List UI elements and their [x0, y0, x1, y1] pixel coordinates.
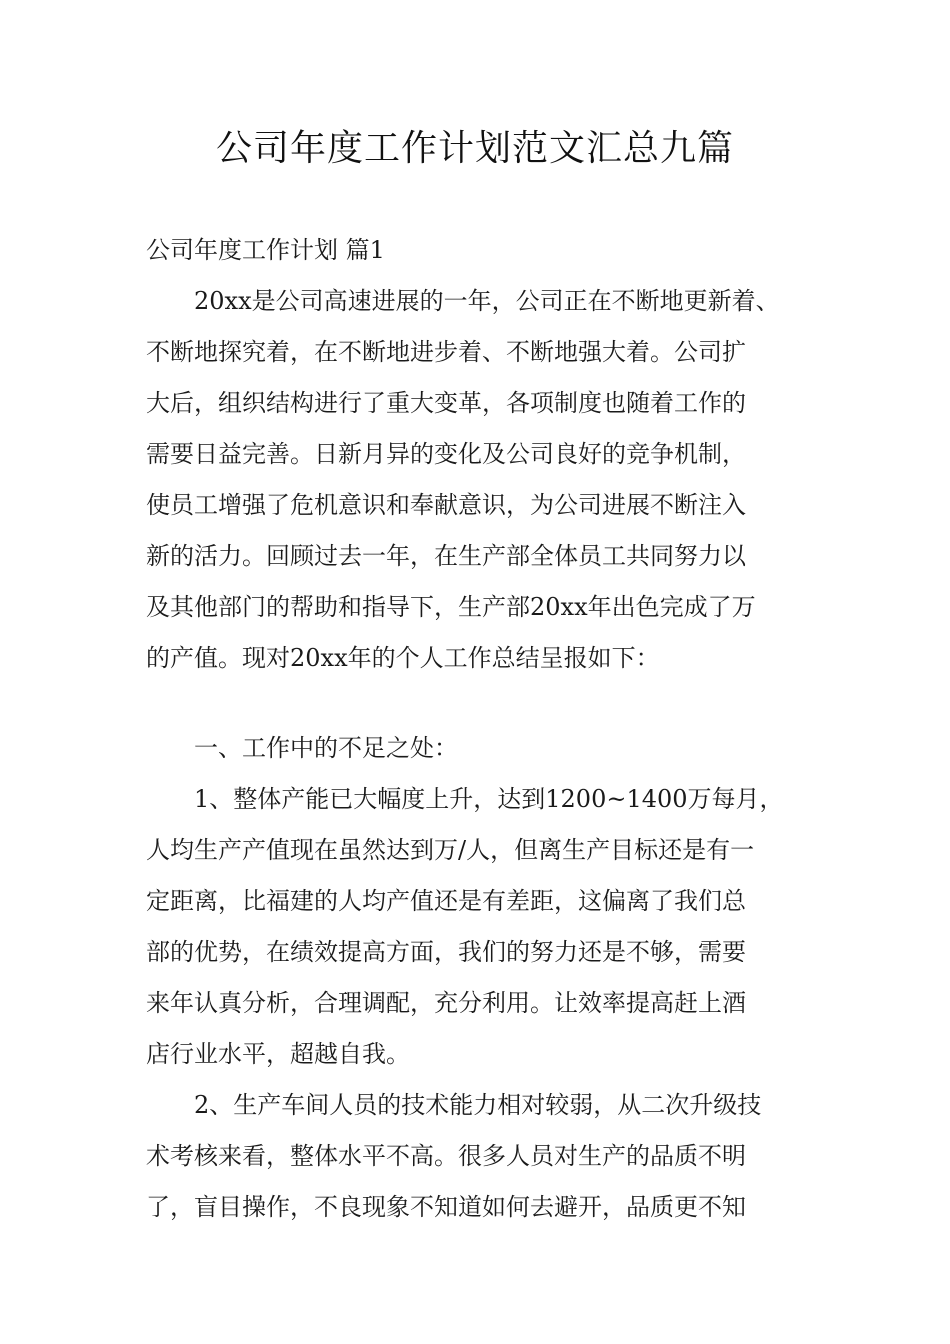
paragraph-line: 及其他部门的帮助和指导下，生产部20xx年出色完成了万: [146, 593, 756, 621]
paragraph-line: 不断地探究着，在不断地进步着、不断地强大着。公司扩: [146, 338, 746, 366]
item-one-line: 来年认真分析，合理调配，充分利用。让效率提高赶上酒: [146, 989, 746, 1017]
paragraph-line: 20xx是公司高速进展的一年，公司正在不断地更新着、: [194, 287, 780, 315]
paragraph-line: 需要日益完善。日新月异的变化及公司良好的竞争机制，: [146, 440, 746, 468]
paragraph-line: 新的活力。回顾过去一年，在生产部全体员工共同努力以: [146, 542, 746, 570]
item-one-line: 部的优势，在绩效提高方面，我们的努力还是不够，需要: [146, 938, 746, 966]
item-two-line: 了，盲目操作，不良现象不知道如何去避开，品质更不知: [146, 1193, 746, 1221]
item-two-line: 2、生产车间人员的技术能力相对较弱，从二次升级技: [194, 1091, 762, 1119]
document-title: 公司年度工作计划范文汇总九篇: [215, 128, 734, 169]
part-one-heading: 一、工作中的不足之处：: [194, 734, 458, 762]
part-one-section: [146, 723, 836, 1233]
item-one-line: 1、整体产能已大幅度上升，达到1200~1400万每月，: [194, 785, 784, 813]
item-two-line: 术考核来看，整体水平不高。很多人员对生产的品质不明: [146, 1142, 746, 1170]
item-one-line: 人均生产产值现在虽然达到万/人，但离生产目标还是有一: [146, 836, 755, 864]
paragraph-line: 使员工增强了危机意识和奉献意识，为公司进展不断注入: [146, 491, 746, 519]
paragraph-line: 的产值。现对20xx年的个人工作总结呈报如下：: [146, 644, 660, 672]
section-heading: 公司年度工作计划 篇1: [146, 236, 385, 264]
item-one-line: 店行业水平，超越自我。: [146, 1040, 410, 1068]
intro-paragraph: [146, 276, 836, 684]
paragraph-line: 大后，组织结构进行了重大变革，各项制度也随着工作的: [146, 389, 746, 417]
item-one-line: 定距离，比福建的人均产值还是有差距，这偏离了我们总: [146, 887, 746, 915]
